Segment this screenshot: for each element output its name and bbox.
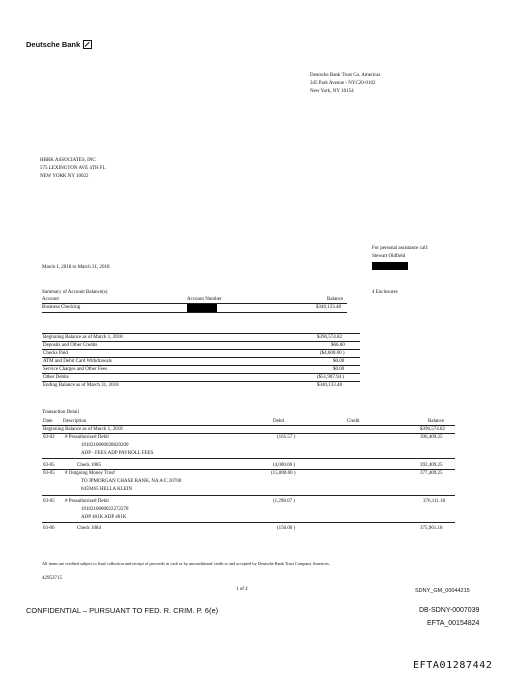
transaction-date: 03-02	[43, 435, 55, 440]
balance-header: Balance	[327, 297, 344, 302]
redacted-account-number	[187, 304, 217, 312]
transaction-row	[43, 514, 455, 521]
transaction-date: 03-05	[43, 463, 55, 468]
customer-address-line-2: 575 LEXINGTON AVE 4TH FL	[40, 166, 106, 171]
transaction-row	[43, 450, 455, 457]
transaction-balance: $396,574.82	[420, 427, 445, 432]
balance-summary-row	[43, 350, 363, 357]
account-header: Account	[42, 297, 59, 302]
customer-address-line-1: HBRK ASSOCIATES, INC	[40, 158, 96, 163]
transaction-balance: 396,409.25	[420, 435, 443, 440]
row-rule	[42, 522, 455, 523]
transaction-detail-title: Transaction Detail	[42, 410, 79, 415]
transaction-balance: 377,409.25	[420, 471, 443, 476]
transaction-row	[43, 470, 455, 477]
deutsche-bank-slash-logo-icon	[83, 40, 92, 49]
balance-summary-value: ($4,600.00 )	[320, 351, 345, 356]
account-number-header: Account Number	[187, 297, 222, 302]
transaction-description: Check 1084	[77, 526, 102, 531]
balance-summary-row	[43, 334, 363, 341]
doc-id: SDNY_GM_00044215	[415, 588, 470, 594]
statement-period: March 1, 2018 to March 31, 2018	[42, 265, 110, 270]
balance-summary-row	[43, 374, 363, 381]
contact-label: For personal assistance call:	[372, 246, 429, 251]
transaction-description: # Preauthorized Debit	[65, 499, 109, 504]
statement-code: 42953715	[42, 576, 62, 581]
summary-bottom-rule	[42, 312, 347, 313]
date-header: Date	[43, 419, 53, 424]
transaction-description: Check 1085	[77, 463, 102, 468]
transaction-description: # Preauthorized Debit	[65, 435, 109, 440]
balance-summary-value: $0.00	[333, 367, 345, 372]
balance-summary-value: ($51,907.94 )	[317, 375, 345, 380]
balance-summary-value: $396,574.82	[317, 335, 342, 340]
transaction-row	[43, 498, 455, 505]
balance-summary-row	[43, 366, 363, 373]
enclosures: 4 Enclosures	[372, 290, 398, 295]
transaction-balance: 376,111.18	[423, 499, 446, 504]
transaction-date: 03-06	[43, 526, 55, 531]
transaction-row	[43, 426, 455, 433]
transaction-row	[43, 506, 455, 513]
transaction-description: ADP - FEES ADP PAYROLL FEES	[81, 451, 154, 456]
transaction-debit: (1,298.07 )	[273, 499, 296, 504]
transaction-description: TO JPMORGAN CHASE BANK, NA A/C 20700	[81, 479, 182, 484]
transaction-row	[43, 525, 455, 532]
transaction-description: 0459465 HELLA KLEIN	[81, 487, 133, 492]
transaction-description: 1010210000022272278	[81, 507, 129, 512]
bates-number: DB-SDNY-0007039	[419, 607, 480, 614]
balance-summary-label: Other Debits	[43, 375, 69, 380]
transaction-description: ADP 401K ADP 401K	[81, 515, 127, 520]
account-summary-title: Summary of Account Balance(s)	[42, 290, 108, 295]
bank-logo	[26, 40, 92, 49]
transaction-description: 1010210000028820200	[81, 443, 129, 448]
transaction-balance: 392,409.25	[420, 463, 443, 468]
transaction-header-row	[43, 418, 455, 425]
credit-header: Credit	[347, 419, 360, 424]
transaction-description: # Outgoing Money Trnsf	[65, 471, 115, 476]
customer-address-line-3: NEW YORK NY 10022	[40, 174, 89, 179]
transaction-row	[43, 434, 455, 441]
bank-address-line-2: 345 Park Avenue - NYC20-0102	[310, 81, 376, 86]
balance-summary-label: Checks Paid	[43, 351, 68, 356]
redacted-phone	[372, 262, 408, 270]
row-rule	[42, 458, 455, 459]
transaction-debit: (4,000.00 )	[273, 463, 296, 468]
description-header: Description	[63, 419, 87, 424]
page-number: 1 of 4	[236, 587, 248, 592]
efta-stamp: EFTA01287442	[413, 660, 493, 671]
balance-summary-label: Deposits and Other Credits	[43, 343, 98, 348]
transaction-debit: (165.57 )	[277, 435, 296, 440]
bank-address-line-3: New York, NY 10154	[310, 89, 354, 94]
transaction-date: 03-05	[43, 471, 55, 476]
confidential-notice: CONFIDENTIAL – PURSUANT TO FED. R. CRIM. P. 6(e)	[26, 606, 219, 615]
balance-header: Balance	[428, 419, 445, 424]
balance-summary-label: Ending Balance as of March 31, 2018	[43, 383, 119, 388]
balance-summary-label: ATM and Debit Card Withdrawals	[43, 359, 112, 364]
debit-header: Debit	[273, 419, 285, 424]
balance-summary-row	[43, 382, 363, 389]
row-rule	[42, 495, 455, 496]
balance-summary-value: $0.00	[333, 359, 345, 364]
transaction-balance: 375,961.18	[420, 526, 443, 531]
account-type: Business Checking	[42, 305, 81, 310]
bank-address-line-1: Deutsche Bank Trust Co. Americas	[310, 73, 381, 78]
bank-name: Deutsche Bank	[26, 40, 81, 49]
efta-number: EFTA_00154824	[427, 620, 480, 627]
balance-summary-label: Service Charges and Other Fees	[43, 367, 108, 372]
transaction-row	[43, 462, 455, 469]
transaction-row	[43, 478, 455, 485]
balance-summary-row	[43, 342, 363, 349]
transaction-date: 03-05	[43, 499, 55, 504]
transaction-row	[43, 486, 455, 493]
transaction-description: Beginning Balance as of March 1, 2018	[43, 427, 123, 432]
balance-summary-row	[43, 358, 363, 365]
balance-summary-value: $340,133.48	[317, 383, 342, 388]
balance-summary-label: Beginning Balance as of March 1, 2018	[43, 335, 123, 340]
disclaimer: All items are credited subject to final collection and receipt of proceeds in cash or by unconditional credit to and accepted by Deutsche Bank Trust Company Americas.	[42, 561, 330, 566]
contact-name: Stewart Oldfield	[372, 254, 406, 259]
account-balance: $340,133.48	[316, 305, 341, 310]
transaction-row	[43, 442, 455, 449]
transaction-debit: (150.00 )	[277, 526, 296, 531]
balance-summary-value: $66.60	[331, 343, 345, 348]
transaction-debit: (15,000.00 )	[271, 471, 296, 476]
